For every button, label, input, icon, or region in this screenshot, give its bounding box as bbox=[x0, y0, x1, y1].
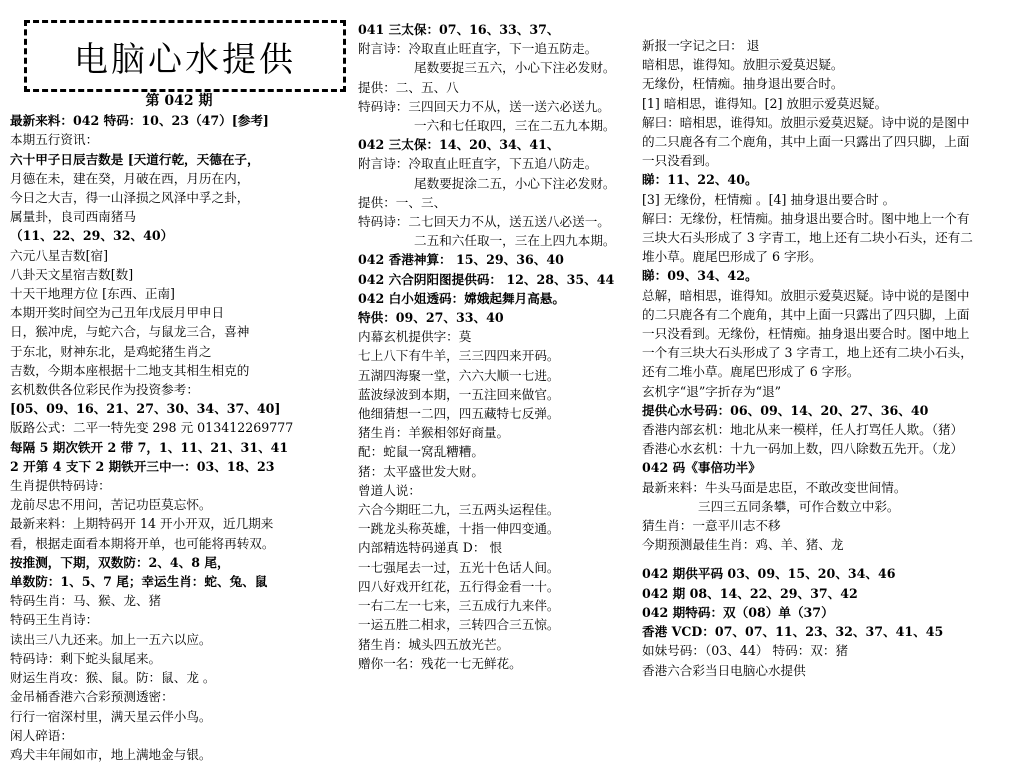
text-line: 附言诗：冷取直止旺直字，下五追八防走。 bbox=[358, 156, 598, 172]
text-line: 八卦天文星宿吉数[数] bbox=[10, 266, 134, 282]
text-line: 行行一宿深村里，满天星云伴小鸟。 bbox=[10, 708, 212, 724]
text-line: 新报一字记之曰： 退 bbox=[642, 38, 760, 53]
text-line: 一右二左一七来，三五成行九来伴。 bbox=[358, 598, 560, 614]
text-line: 内部精选特码递真 D： 恨 bbox=[358, 540, 503, 556]
text-line: 042 期 08、14、22、29、37、42 bbox=[642, 585, 858, 601]
text-line: 第 042 期 bbox=[145, 93, 213, 109]
text-line: 属量卦，良司西南猪马 bbox=[10, 209, 136, 225]
middle-column bbox=[358, 0, 640, 673]
page-title: 电脑心水提供 bbox=[74, 39, 296, 80]
right-column bbox=[642, 0, 1022, 680]
text-line: 尾数要捉三五六，小心下注必发财。 bbox=[414, 60, 616, 76]
left-column bbox=[10, 0, 348, 764]
text-line: 暗相思，谁得知。放胆示爱莫迟疑。 bbox=[642, 57, 844, 73]
text-line: 曾道人说： bbox=[358, 482, 421, 498]
text-line: 看，根据走面看本期将开单，也可能将再转双。 bbox=[10, 535, 275, 551]
text-line: [05、09、16、21、27、30、34、37、40] bbox=[10, 401, 281, 417]
text-line: 特码王生肖诗： bbox=[10, 612, 99, 628]
text-line: 三块大石头形成了 3 字青工，地上还有二块小石头，还有二 bbox=[642, 230, 973, 246]
text-line: 财运生肖攻：猴、鼠。防：鼠、龙 。 bbox=[10, 670, 216, 686]
text-line: （11、22、29、32、40） bbox=[10, 228, 174, 244]
text-line: 读出三八九还来。加上一五六以应。 bbox=[10, 631, 212, 647]
text-line: 每隔 5 期次铁开 2 带 7，1、11、21、31、41 bbox=[10, 439, 289, 455]
text-line: 的二只鹿各有二个鹿角，其中上面一只露出了四只脚，上面 bbox=[642, 306, 970, 322]
text-line: 鸡犬丰年闹如市，地上满地金与银。 bbox=[10, 746, 212, 762]
text-line: 042 白小姐透码：嫦娥起舞月高悬。 bbox=[358, 290, 565, 306]
text-line: 一个有三块大石头形成了 3 字青工，地上还有二块小石头， bbox=[642, 345, 973, 361]
text-line: 六合今期旺二九，三五两头运程佳。 bbox=[358, 502, 560, 518]
text-line: 总解，暗相思，谁得知。放胆示爱莫迟疑。诗中说的是图中 bbox=[642, 287, 970, 303]
text-line: 版路公式：二平一特先变 298 元 013412269777 bbox=[10, 420, 294, 436]
text-line: 内幕玄机提供字：莫 bbox=[358, 329, 472, 345]
text-line: 配：蛇鼠一窝乱糟糟。 bbox=[358, 444, 484, 460]
text-line: 一只没看到。 bbox=[642, 153, 718, 169]
text-line: 尾数要捉涂二五，小心下注必发财。 bbox=[414, 175, 616, 191]
text-line: 最新来料：042 特码：10、23（47）[参考] bbox=[10, 113, 269, 129]
text-line: 七上八下有牛羊，三三四四来开码。 bbox=[358, 348, 560, 364]
text-line: 龙前尽忠不用问，苦记功臣莫忘怀。 bbox=[10, 497, 212, 513]
text-line: 本期五行资讯： bbox=[10, 132, 99, 148]
text-line: 蓝波绿波到本期，一五注回来做官。 bbox=[358, 386, 560, 402]
text-line: 如妹号码：（03、44） 特码：双：猪 bbox=[642, 643, 849, 659]
text-line: 四八好戏开红花，五行得金看一十。 bbox=[358, 578, 560, 594]
text-line: 提供心水号码：06、09、14、20、27、36、40 bbox=[642, 402, 929, 418]
text-line: 042 六合阴阳图提供码： 12、28、35、44 bbox=[358, 271, 615, 287]
text-line: 睇：09、34、42。 bbox=[642, 268, 758, 284]
text-line: 特供：09、27、33、40 bbox=[358, 310, 504, 326]
text-line: 金吊桶香港六合彩预测透密： bbox=[10, 689, 174, 705]
text-line: 042 期供平码 03、09、15、20、34、46 bbox=[642, 566, 896, 582]
text-line: 睇：11、22、40。 bbox=[642, 172, 758, 188]
text-line: 猪生肖：羊猴相邻好商量。 bbox=[358, 425, 510, 441]
text-line: 香港内部玄机：地北从来一模样，任人打骂任人欺。（猪） bbox=[642, 422, 964, 438]
text-line: 日，猴冲虎，与蛇六合，与鼠龙三合，喜神 bbox=[10, 324, 250, 340]
text-line: 香港 VCD：07、07、11、23、32、37、41、45 bbox=[642, 624, 944, 640]
text-line: 042 码《事倍功半》 bbox=[642, 460, 761, 476]
text-line: 香港心水玄机：十九一码加上数，四八除数五先开。（龙） bbox=[642, 441, 964, 457]
text-line: 一只没看到。无缘份，枉情痴。抽身退出要合时。图中地上 bbox=[642, 326, 970, 342]
text-line: 他细猜想一二四，四五藏特七反弹。 bbox=[358, 406, 560, 422]
text-line: 闲人碎语： bbox=[10, 727, 73, 743]
text-line: 猪：太平盛世发大财。 bbox=[358, 463, 484, 479]
text-line: 吉数，今期本座根据十二地支其相生相克的 bbox=[10, 362, 250, 378]
text-line: 三四三五同条攀，可作合数立中彩。 bbox=[698, 498, 900, 514]
text-line: 还有二堆小草。鹿尾巴形成了 6 字形。 bbox=[642, 364, 860, 380]
text-line: 今期预测最佳生肖：鸡、羊、猪、龙 bbox=[642, 537, 844, 553]
text-line: 最新来料：牛头马面是忠臣，不敢改变世间情。 bbox=[642, 479, 907, 495]
text-line: 六十甲子日辰吉数是 [天道行乾，天德在子， bbox=[10, 151, 260, 167]
text-line: 提供：一、三、 bbox=[358, 194, 447, 210]
text-line: 附言诗：冷取直止旺直字，下一追五防走。 bbox=[358, 41, 598, 57]
text-line: 的二只鹿各有二个鹿角，其中上面一只露出了四只脚，上面 bbox=[642, 134, 970, 150]
text-line: 于东北，财神东北，是鸡蛇猪生肖之 bbox=[10, 343, 212, 359]
text-line: 最新来料：上期特码开 14 开小开双，近几期来 bbox=[10, 516, 274, 532]
text-line: 本期开奖时间空为己丑年戊辰月甲申日 bbox=[10, 305, 225, 321]
text-line: [1] 暗相思，谁得知。[2] 放胆示爱莫迟疑。 bbox=[642, 95, 888, 111]
text-line: 提供：二、五、八 bbox=[358, 79, 459, 95]
text-line: 042 三太保：14、20、34、41、 bbox=[358, 137, 560, 153]
text-line: 一跳龙头称英雄，十指一伸四变通。 bbox=[358, 521, 560, 537]
text-line: 041 三太保：07、16、33、37、 bbox=[358, 22, 560, 37]
text-line: 一六和七任取四，三在二五九本期。 bbox=[414, 118, 616, 134]
text-line: 猜生肖：一意平川志不移 bbox=[642, 518, 781, 534]
text-line: 六元八星吉数[宿] bbox=[10, 247, 108, 263]
text-line: 特码诗：二七回天力不从，送五送八必送一。 bbox=[358, 214, 610, 230]
text-line: 香港六合彩当日电脑心水提供 bbox=[642, 662, 806, 678]
text-line: 特码诗：剩下蛇头鼠尾来。 bbox=[10, 650, 162, 666]
text-line: 月德在未，建在癸，月破在西，月历在内， bbox=[10, 170, 250, 186]
text-line: 2 开第 4 支下 2 期铁开三中一：03、18、23 bbox=[10, 458, 275, 474]
text-line: 按推测，下期，双数防：2、4、8 尾， bbox=[10, 554, 230, 570]
text-line: 解曰：暗相思，谁得知。放胆示爱莫迟疑。诗中说的是图中 bbox=[642, 114, 970, 130]
text-line: 玄机字“退”字折存为“退” bbox=[642, 383, 782, 399]
text-line: 生肖提供特码诗： bbox=[10, 478, 111, 494]
text-line: 单数防：1、5、7 尾；幸运生肖：蛇、兔、鼠 bbox=[10, 574, 268, 590]
text-line: 玄机数供各位彩民作为投资参考： bbox=[10, 382, 199, 398]
text-line: 一运五胜二相求，三转四合三五惊。 bbox=[358, 617, 560, 633]
text-line: 无缘份，枉情痴。抽身退出要合时。 bbox=[642, 76, 844, 92]
text-line: [3] 无缘份，枉情痴 。[4] 抽身退出要合时 。 bbox=[642, 191, 896, 207]
text-line: 一七强尾去一过，五光十色话人间。 bbox=[358, 559, 560, 575]
text-line: 堆小草。鹿尾巴形成了 6 字形。 bbox=[642, 249, 822, 265]
text-line: 十天干地理方位 [东西、正南] bbox=[10, 286, 175, 302]
text-line: 五湖四海聚一堂，六六大顺一七进。 bbox=[358, 367, 560, 383]
text-line: 042 期特码：双（08）单（37） bbox=[642, 604, 834, 620]
text-line: 猪生肖：城头四五放光芒。 bbox=[358, 636, 510, 652]
text-line: 解曰：无缘份，枉情痴。抽身退出要合时。图中地上一个有 bbox=[642, 210, 970, 226]
text-line: 特码诗：三四回天力不从，送一送六必送九。 bbox=[358, 98, 610, 114]
text-line: 二五和六任取一，三在上四九本期。 bbox=[414, 233, 616, 249]
text-line: 特码生肖：马、猴、龙、猪 bbox=[10, 593, 162, 609]
text-line: 042 香港神算： 15、29、36、40 bbox=[358, 252, 564, 268]
text-line bbox=[642, 554, 1022, 564]
text-line: 今日之大吉，得一山泽损之风泽中孚之卦， bbox=[10, 190, 250, 206]
text-line: 赠你一名：残花一七无鲜花。 bbox=[358, 655, 522, 671]
